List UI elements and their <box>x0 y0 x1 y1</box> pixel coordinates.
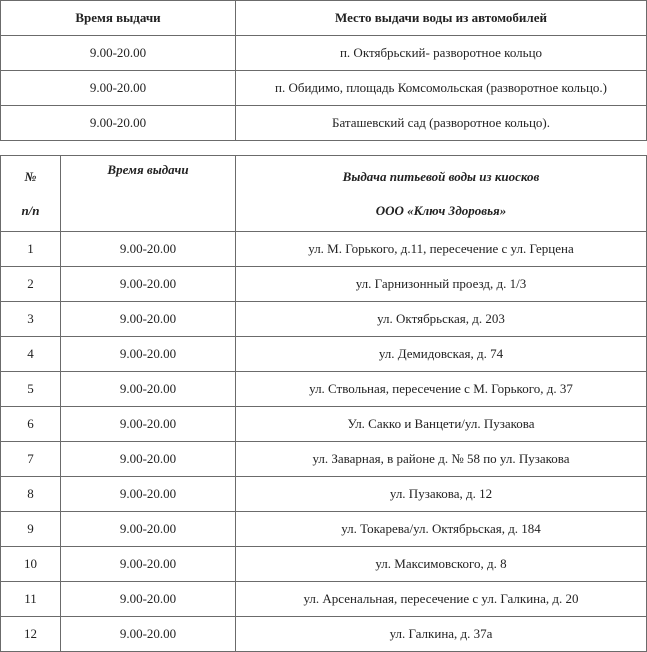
cell-time: 9.00-20.00 <box>61 407 236 442</box>
cell-time: 9.00-20.00 <box>61 582 236 617</box>
cell-time: 9.00-20.00 <box>1 36 236 71</box>
table-row <box>1 617 647 652</box>
cell-number: 1 <box>1 232 61 267</box>
cell-time: 9.00-20.00 <box>61 477 236 512</box>
cell-time: 9.00-20.00 <box>61 337 236 372</box>
cell-number: 7 <box>1 442 61 477</box>
cell-time: 9.00-20.00 <box>61 617 236 652</box>
header-place-line1: Выдача питьевой воды из киосков <box>342 168 540 184</box>
table-header-row <box>1 1 647 36</box>
table-row <box>1 36 647 71</box>
table-row <box>1 407 647 442</box>
cell-place: ул. Октябрьская, д. 203 <box>236 302 647 337</box>
table-row <box>1 71 647 106</box>
cell-number: 4 <box>1 337 61 372</box>
header-time: Время выдачи <box>1 1 236 36</box>
cell-place: ул. Демидовская, д. 74 <box>236 337 647 372</box>
cell-place: ул. Максимовского, д. 8 <box>236 547 647 582</box>
header-number <box>1 156 61 232</box>
cell-time: 9.00-20.00 <box>61 442 236 477</box>
cell-time: 9.00-20.00 <box>1 71 236 106</box>
cell-number: 8 <box>1 477 61 512</box>
cell-number: 9 <box>1 512 61 547</box>
table-row <box>1 547 647 582</box>
truck-water-table <box>0 0 647 141</box>
table-row <box>1 372 647 407</box>
cell-place: Ул. Сакко и Ванцети/ул. Пузакова <box>236 407 647 442</box>
header-number-line1: № <box>24 168 37 184</box>
cell-number: 5 <box>1 372 61 407</box>
header-place: Место выдачи воды из автомобилей <box>236 1 647 36</box>
cell-number: 11 <box>1 582 61 617</box>
cell-place: ул. М. Горького, д.11, пересечение с ул. Герцена <box>236 232 647 267</box>
table-row <box>1 337 647 372</box>
cell-time: 9.00-20.00 <box>61 232 236 267</box>
table-row <box>1 106 647 141</box>
table-row <box>1 477 647 512</box>
cell-time: 9.00-20.00 <box>61 267 236 302</box>
table-row <box>1 302 647 337</box>
cell-time: 9.00-20.00 <box>1 106 236 141</box>
cell-number: 3 <box>1 302 61 337</box>
cell-place: ул. Заварная, в районе д. № 58 по ул. Пузакова <box>236 442 647 477</box>
header-place <box>236 156 647 232</box>
table-row <box>1 442 647 477</box>
cell-place: ул. Гарнизонный проезд, д. 1/3 <box>236 267 647 302</box>
table-row <box>1 232 647 267</box>
cell-place: ул. Галкина, д. 37а <box>236 617 647 652</box>
cell-place: ул. Токарева/ул. Октябрьская, д. 184 <box>236 512 647 547</box>
table-header-row <box>1 156 647 232</box>
cell-number: 10 <box>1 547 61 582</box>
cell-number: 6 <box>1 407 61 442</box>
cell-place: ул. Арсенальная, пересечение с ул. Галкина, д. 20 <box>236 582 647 617</box>
table-row <box>1 512 647 547</box>
kiosk-table-body <box>1 232 647 652</box>
cell-number: 12 <box>1 617 61 652</box>
table-row <box>1 582 647 617</box>
cell-place: п. Октябрьский- разворотное кольцо <box>236 36 647 71</box>
header-time: Время выдачи <box>61 156 236 232</box>
cell-time: 9.00-20.00 <box>61 302 236 337</box>
cell-place: ул. Пузакова, д. 12 <box>236 477 647 512</box>
cell-place: п. Обидимо, площадь Комсомольская (разворотное кольцо.) <box>236 71 647 106</box>
table-row <box>1 267 647 302</box>
cell-time: 9.00-20.00 <box>61 547 236 582</box>
header-place-line2: ООО «Ключ Здоровья» <box>375 202 507 218</box>
cell-time: 9.00-20.00 <box>61 512 236 547</box>
cell-time: 9.00-20.00 <box>61 372 236 407</box>
cell-place: ул. Ствольная, пересечение с М. Горького, д. 37 <box>236 372 647 407</box>
header-number-line2: п/п <box>21 202 40 218</box>
kiosk-water-table <box>0 155 647 652</box>
cell-place: Баташевский сад (разворотное кольцо). <box>236 106 647 141</box>
cell-number: 2 <box>1 267 61 302</box>
